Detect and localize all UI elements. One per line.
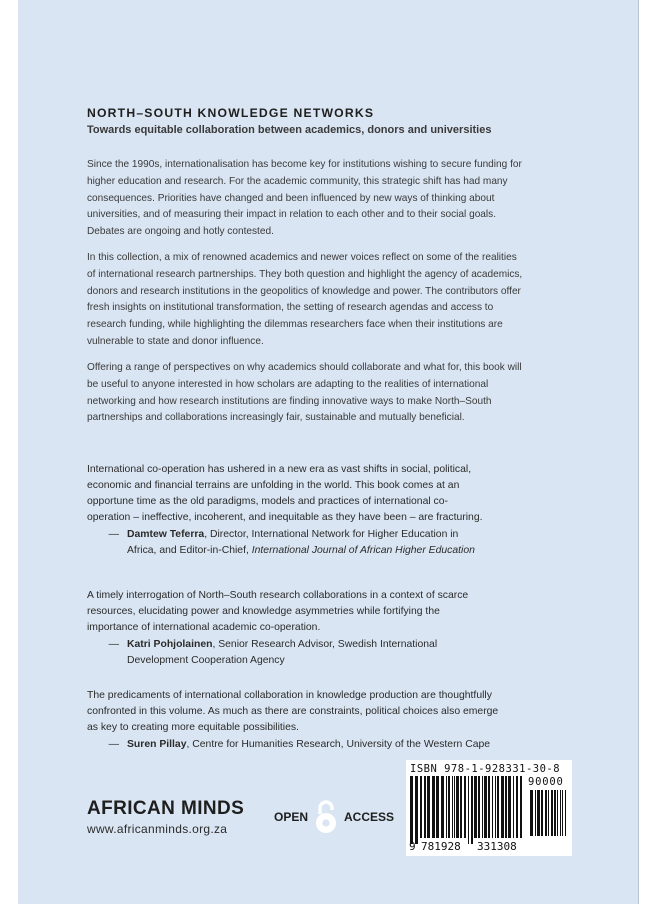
barcode-bar (460, 776, 462, 838)
endorser-journal: International Journal of African Higher Education (251, 545, 475, 556)
publisher-logo (87, 798, 244, 836)
barcode-bar (482, 776, 483, 838)
description-paragraph: Since the 1990s, internationalisation has become key for institutions wishing to secure funding for higher education and research. For the academic community, this strategic shift has had many consequences. Priorities have changed and been influenced by new ways of thinking about universities, and of measuring their impact in relation to each other and to their social goals. Debates are ongoing and hotly contested. (87, 159, 522, 238)
endorser-affiliation: , Director, International Network for Higher Education in Africa, and Editor-in-Chief, (127, 529, 459, 556)
barcode-bar (446, 776, 447, 838)
barcode-bar (432, 776, 435, 838)
isbn-barcode (406, 760, 572, 856)
barcode-bar (488, 776, 490, 838)
barcode-bar (424, 776, 426, 838)
barcode-bar (497, 776, 499, 838)
barcode-bar (474, 776, 477, 838)
barcode-bar (452, 776, 453, 838)
barcode-bar (565, 790, 566, 836)
barcode-bar (420, 776, 422, 838)
barcode-bar (501, 776, 504, 838)
barcode-bar (478, 776, 480, 838)
barcode-bar (464, 776, 466, 838)
endorsement-attribution (87, 527, 487, 559)
book-title: NORTH–SOUTH KNOWLEDGE NETWORKS (87, 106, 375, 120)
barcode-bar (441, 776, 444, 838)
publisher-url[interactable]: www.africanminds.org.za (87, 822, 228, 836)
barcode-bar (548, 790, 549, 836)
barcode-bar (471, 776, 473, 844)
barcode-digits-right: 331308 (477, 840, 517, 853)
endorsement (87, 462, 487, 559)
barcode-bar (505, 776, 507, 838)
barcode-bar (560, 790, 561, 836)
barcode-bar (495, 776, 496, 838)
open-access-logo (274, 800, 394, 834)
barcode-bar (456, 776, 459, 838)
attribution-dash: — (108, 639, 119, 650)
open-access-left-label: OPEN (274, 810, 309, 824)
endorser-name: Damtew Teferra (127, 529, 205, 540)
endorsement-quote: International co-operation has ushered in a new era as vast shifts in social, political, economic and financial terrains are unfolding in the world. This book comes at an opportune time as the old paradigms, models and practices of international co-operation – ineffective, incoherent, and inequitable as they have been – are fracturing. (87, 464, 483, 523)
barcode-supplement-bars (530, 790, 570, 846)
open-access-right-label: ACCESS (344, 810, 395, 824)
barcode-main-bars (410, 776, 526, 846)
endorser-name: Katri Pohjolainen (127, 639, 213, 650)
barcode-bar (535, 790, 536, 836)
barcode-bar (554, 790, 556, 836)
barcode-bar (551, 790, 553, 836)
barcode-bar (468, 776, 469, 844)
endorsement-attribution (87, 737, 507, 753)
barcode-bar (545, 790, 547, 836)
barcode-bar (530, 790, 533, 836)
barcode-bar (484, 776, 487, 838)
attribution-dash: — (108, 739, 119, 750)
barcode-bar (454, 776, 455, 838)
endorser-name: Suren Pillay (127, 739, 187, 750)
open-access-lock-icon (314, 800, 338, 834)
barcode-digits-left: 781928 (421, 840, 461, 853)
barcode-digit-first: 9 (409, 840, 416, 853)
barcode-bar (410, 776, 413, 844)
barcode-bar (562, 790, 563, 836)
barcode-bar (427, 776, 430, 838)
barcode-bar (415, 776, 418, 844)
barcode-digits (409, 840, 531, 853)
barcode-bar (513, 776, 514, 838)
barcode-bar (508, 776, 511, 838)
endorsement-attribution (87, 637, 487, 669)
endorsement (87, 588, 487, 669)
barcode-bar (492, 776, 493, 838)
publisher-name: AFRICAN MINDS (87, 798, 245, 819)
book-spine-edge (638, 0, 660, 904)
barcode-bar (520, 776, 522, 838)
barcode-bar (541, 790, 543, 836)
endorsement-quote: The predicaments of international collaboration in knowledge production are thoughtfully confronted in this volume. As much as there are constraints, political choices also emerge as key to creating more equitable possibilities. (87, 690, 499, 733)
endorsement (87, 688, 507, 753)
description-paragraph: In this collection, a mix of renowned academics and newer voices reflect on some of the realities of international research partnerships. They both question and highlight the agency of academics, donors and research institutions in the geopolitics of knowledge and power. The contributors offer fresh insights on institutional transformation, the setting of research agendas and access to research funding, while highlighting the dilemmas researchers face when their institutions are vulnerable to state and donor influence. (87, 252, 523, 347)
barcode-bar (436, 776, 439, 838)
attribution-dash: — (108, 529, 119, 540)
barcode-bar (557, 790, 558, 836)
barcode-bar (537, 790, 540, 836)
barcode-bar (516, 776, 518, 838)
endorser-affiliation: , Centre for Humanities Research, University of the Western Cape (186, 739, 491, 750)
endorsement-quote: A timely interrogation of North–South research collaborations in a context of scarce resources, elucidating power and knowledge asymmetries while fortifying the importance of international academic co-operation. (87, 590, 469, 633)
description-paragraph: Offering a range of perspectives on why academics should collaborate and what for, this book will be useful to anyone interested in how scholars are adapting to the realities of international networking and how research institutions are finding innovative ways to make North–South partnerships and collaborations increasingly fair, sustainable and mutually beneficial. (87, 362, 522, 424)
isbn-label: ISBN 978-1-928331-30-8 (410, 763, 561, 775)
barcode-bar (448, 776, 450, 838)
barcode-supplement-number: 90000 (528, 776, 564, 788)
book-subtitle: Towards equitable collaboration between academics, donors and universities (87, 124, 492, 136)
endorser-affiliation: , Senior Research Advisor, Swedish International Development Cooperation Agency (127, 639, 438, 666)
